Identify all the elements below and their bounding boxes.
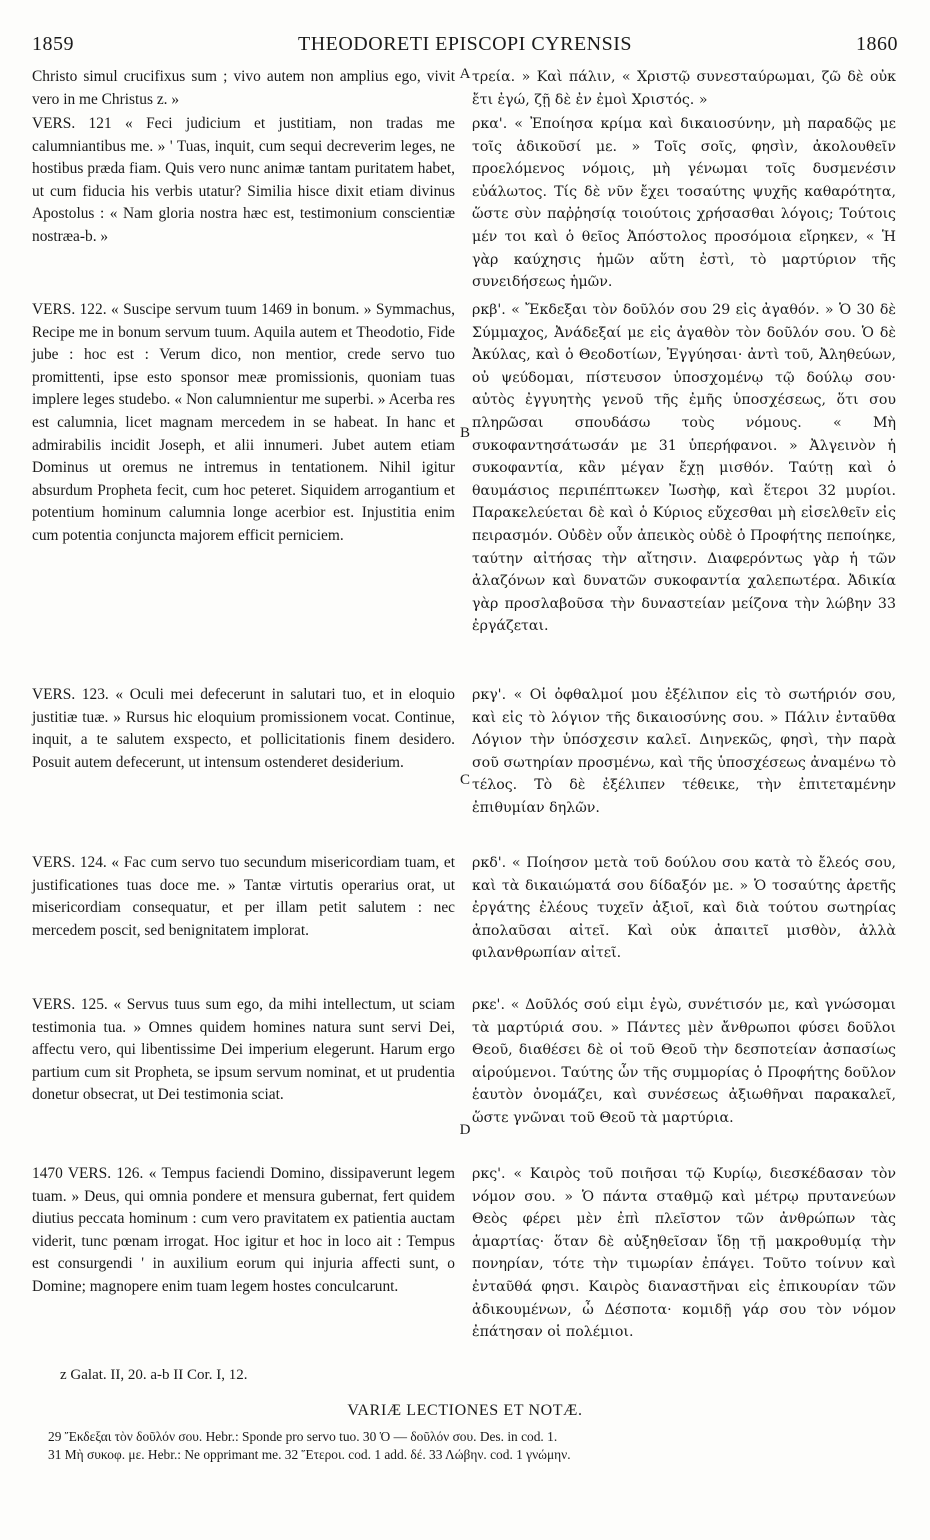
greek-paragraph: τρεία. » Καὶ πάλιν, « Χριστῷ συνεσταύρωμαι, ζῶ δὲ οὐκ ἔτι ἐγώ, ζῇ δὲ ἐν ἐμοὶ Χριστός. » [472, 69, 896, 108]
variae-line: 31 Μὴ συκοφ. με. Hebr.: Ne opprimant me. 32 Ἕτεροι. cod. 1 add. δέ. 33 Λώβην. cod. 1 γνώμην. [48, 1447, 571, 1462]
greek-paragraph: ρκδ'. « Ποίησον μετὰ τοῦ δούλου σου κατὰ τὸ ἔλεός σου, καὶ τὰ δικαιώματά σου δίδαξόν με. » Ὁ τοσαύτης ἀρετῆς ἐργάτης ἐλέους τυχεῖν ἀξιοῖ, καὶ διὰ τούτου σωτηρίας ἀπολαῦσαι αἰτεῖ. Καὶ οὐκ ἀπαιτεῖ μισθὸν, ἀλλὰ φιλανθρωπίαν αἰτεῖ. [472, 855, 896, 962]
greek-paragraph: ρκγ'. « Οἱ ὀφθαλμοί μου ἐξέλιπον εἰς τὸ σωτήριόν σου, καὶ εἰς τὸ λόγιον τῆς δικαιοσύνης σου. » Πάλιν ἐνταῦθα Λόγιον τὴν ὑπόσχεσιν καλεῖ. Διηνεκῶς, φησὶ, τὴν παρὰ σοῦ σωτηρίαν προσμένω, καὶ τῆς ὑποσχέσεως ἀναμένω τὸ τέλος. Τὸ δὲ ἐξέλιπεν τέθεικε, τὴν ἐπιτεταμένην ἐπιθυμίαν δηλῶν. [472, 687, 896, 816]
variae-notes [48, 1428, 898, 1464]
latin-paragraph: VERS. 125. « Servus tuus sum ego, da mihi intellectum, ut sciam testimonia tua. » Omnes quidem homines natura sunt servi Dei, affectu vero, qui libentissime Dei imperium elegerunt. Harum ergo partium cum sit Propheta, se ipsum servum nominat, et ut prudentia donetur obsecrat, ut Dei testimonia sciat. [32, 996, 455, 1104]
latin-paragraph: VERS. 121 « Feci judicium et justitiam, non tradas me calumniantibus me. » ' Tuas, inquit, cum sequi decreverim leges, ne hostibus præda fiam. Quis vero nunc animæ tantam puritatem habet, ut cum fiducia his verbis utatur? Similia hisce dixit etiam divinus Apostolus : « Nam gloria nostra hæc est, testimonium conscientiæ nostræa-b. » [32, 115, 455, 245]
margin-letter: B [459, 425, 470, 441]
latin-paragraph: 1470 VERS. 126. « Tempus faciendi Domino, dissipaverunt legem tuam. » Deus, qui omnia pondere et mensura gubernat, fert quidem diutius peccata hominum : cum vero pravitatem ex patientia auctam viderit, tunc pœnam irrogat. Hoc igitur et hoc in loco ait : Tempus est consurgendi ' in auxilium eorum qui injuria affecti sunt, o Domine; magnopere enim tuam legem hostes conculcarunt. [32, 1165, 455, 1295]
running-header [32, 33, 898, 63]
variae-title: VARIÆ LECTIONES ET NOTÆ. [347, 1402, 583, 1419]
variae-line: 29 Ἔκδεξαι τὸν δοῦλόν σου. Hebr.: Sponde pro servo tuo. 30 Ὁ — δοῦλόν σου. Des. in cod. 1. [48, 1429, 558, 1444]
latin-footnotes: z Galat. II, 20. a-b II Cor. I, 12. [60, 1367, 248, 1383]
margin-letter: C [459, 772, 470, 788]
margin-letter: A [459, 66, 471, 82]
latin-paragraph: Christo simul crucifixus sum ; vivo autem non amplius ego, vivit vero in me Christus z. » [32, 68, 455, 108]
greek-paragraph: ρκβ'. « Ἔκδεξαι τὸν δοῦλόν σου 29 εἰς ἀγαθόν. » Ὁ 30 δὲ Σύμμαχος, Ἀνάδεξαί με εἰς ἀγαθὸν τὸν δοῦλόν σου. Ὁ δὲ Ἀκύλας, καὶ ὁ Θεοδοτίων, Ἐγγύησαι· ἀντὶ τοῦ, Ἀληθεύων, οὐ ψεύδομαι, πίστευσον ὑποσχομένῳ τῷ δούλῳ σου· αὐτὸς ἐγγυητὴς γενοῦ τῆς ἐμῆς ὑποσχέσεως, ὅτι σου πληρῶσαι σπουδάσω τοὺς νόμους. « Μὴ συκοφαντησάτωσάν με 31 ὑπερήφανοι. » Ἀλγεινὸν ἡ συκοφαντία, κἂν μέγαν ἔχῃ μισθόν. Ταύτῃ καὶ ὁ θαυμάσιος περιπέπτωκεν Ἰωσὴφ, καὶ ἕτεροι 32 μυρίοι. Παρακελεύεται δὲ καὶ ὁ Κύριος εὔχεσθαι μὴ εἰσελθεῖν εἰς πειρασμόν. Οὐδὲν οὖν ἀπεικὸς οὐδὲ ὁ Προφήτης πεποίηκε, ταύτην αἰτήσας τὴν αἴτησιν. Διαφερόντως γὰρ ἡ τῶν ἀλαζόνων καὶ δυνατῶν συκοφαντία χαλεπωτέρα. Ἀδικία γὰρ προσλαβοῦσα τὴν δυναστείαν μείζονα τὴν λώβην 33 ἐργάζεται. [472, 302, 896, 635]
page-number-left: 1859 [32, 33, 74, 55]
latin-paragraph: VERS. 122. « Suscipe servum tuum 1469 in bonum. » Symmachus, Recipe me in bonum servum tuum. Aquila autem et Theodotio, Fide jube : hoc est : Verum dico, non mentior, crede servo tuo promittenti, ipse esto sponsor meæ promissionis, quoniam tuas implere leges studebo. « Non calumnientur me superbi. » Acerba res est calumnia, licet magnam mercedem in se habeat. In hanc et admirabilis incidit Joseph, et alii innumeri. Jubet autem etiam Dominus ut oremus ne intremus in tentationem. Nihil igitur absurdum Propheta fecit, cum hoc peteret. Siquidem arrogantium et potentium hominum calumnia longe acerbior est. Injustitia enim cum potentia conjuncta majorem efficit perniciem. [32, 301, 455, 544]
greek-paragraph: ρκς'. « Καιρὸς τοῦ ποιῆσαι τῷ Κυρίῳ, διεσκέδασαν τὸν νόμον σου. » Ὁ πάντα σταθμῷ καὶ μέτρῳ πρυτανεύων Θεὸς φέρει μὲν ἐπὶ πλεῖστον τῶν ἀνθρώπων τὰς ἁμαρτίας· ὅταν δὲ αὐξηθεῖσαν ἴδῃ τῇ μακροθυμίᾳ τὴν πονηρίαν, τότε τὴν τιμωρίαν ἐπάγει. Τοῦτο τοίνυν καὶ ἐνταῦθά φησι. Καιρὸς διαναστῆναι εἰς ἐπικουρίαν τῶν ἀδικουμένων, ὦ Δέσποτα· κομιδῇ γάρ σου τὸν νόμον ἐπάτησαν οἱ πολέμιοι. [472, 1166, 896, 1341]
latin-paragraph: VERS. 124. « Fac cum servo tuo secundum misericordiam tuam, et justificationes tuas doce me. » Tantæ virtutis operarius orat, ut misericordiam consequatur, et per illam petit salutem : nec mercedem poscit, sed benignitatem implorat. [32, 854, 455, 939]
margin-letter: D [459, 1122, 471, 1138]
latin-paragraph: VERS. 123. « Oculi mei defecerunt in salutari tuo, et in eloquio justitiæ tuæ. » Rursus hic eloquium promissionem vocat. Continue, inquit, a te salutem exspecto, et pollicitationis finem desidero. Posuit autem defecerunt, ut intensum ostenderet desiderium. [32, 686, 455, 771]
greek-paragraph: ρκα'. « Ἐποίησα κρίμα καὶ δικαιοσύνην, μὴ παραδῷς με τοῖς ἀδικοῦσί με. » Τοῖς σοῖς, φησὶν, ἀκολουθεῖν προελόμενος νόμοις, μὴ γένωμαι τοῖς δυσμενέσιν εὐάλωτος. Τίς δὲ νῦν ἔχει τοσαύτης ψυχῆς καθαρότητα, ὥστε σὺν παῤῥησίᾳ τοιούτοις χρήσασθαι λόγοις; Τούτοις μέν τοι καὶ ὁ θεῖος Ἀπόστολος προσόμοια εἴρηκεν, « Ἡ γὰρ καύχησις ἡμῶν αὕτη ἐστὶ, τὸ μαρτύριον τῆς συνειδήσεως ἡμῶν. [472, 116, 896, 291]
page-number-right: 1860 [856, 33, 898, 55]
running-title: THEODORETI EPISCOPI CYRENSIS [297, 33, 633, 55]
greek-paragraph: ρκε'. « Δοῦλός σού εἰμι ἐγὼ, συνέτισόν με, καὶ γνώσομαι τὰ μαρτύριά σου. » Πάντες μὲν ἄνθρωποι φύσει δοῦλοι Θεοῦ, διαθέσει δὲ οἱ τοῦ Θεοῦ τὴν δεσποτείαν ἀσπασίως αἱρούμενοι. Ταύτης ὧν τῆς συμμορίας ὁ Προφήτης δοῦλον ἑαυτὸν ὀνομάζει, καὶ συνέσεως ἀξιωθῆναι παρακαλεῖ, ὥστε γνῶναι τοῦ Θεοῦ τὰ μαρτύρια. [472, 997, 896, 1126]
